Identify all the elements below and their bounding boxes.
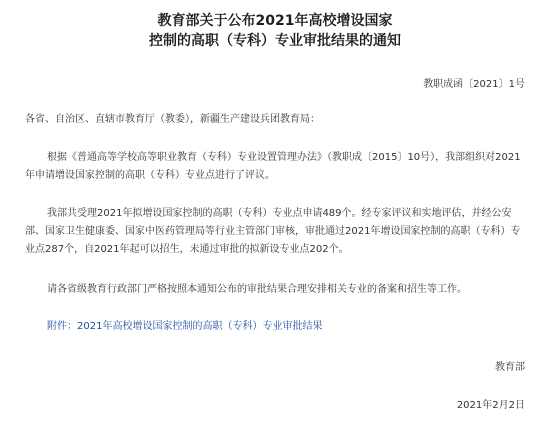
paragraph-1: 根据《普通高等学校高等职业教育（专科）专业设置管理办法》（教职成〔2015〕10号），我部组织对2021年申请增设国家控制的高职（专科）专业点进行了评议。 [25,152,521,181]
attachment-line [47,318,322,336]
paragraph-2: 我部共受理2021年拟增设国家控制的高职（专科）专业点申请489个。经专家评议和实地评估，并经公安部、国家卫生健康委、国家中医药管理局等行业主管部门审核，审批通过2021年增设国家控制的高职（专科）专业点287个，自2021年起可以招生，未通过审批的拟新设专业点202个。 [25,208,521,255]
paragraph-3: 请各省级教育行政部门严格按照本通知公布的审批结果合理安排相关专业的备案和招生等工作。 [47,284,467,295]
issuer-signature: 教育部 [495,362,525,373]
attachment-link[interactable]: 2021年高校增设国家控制的高职（专科）专业审批结果 [77,321,323,332]
document-title-line-2: 控制的高职（专科）专业审批结果的通知 [149,33,401,49]
document-title-line-1: 教育部关于公布2021年高校增设国家 [157,13,393,29]
issue-date: 2021年2月2日 [456,400,525,411]
salutation: 各省、自治区、直辖市教育厅（教委），新疆生产建设兵团教育局： [25,114,320,125]
document-number: 教职成函〔2021〕1号 [423,79,525,90]
attachment-prefix: 附件： [47,321,77,332]
